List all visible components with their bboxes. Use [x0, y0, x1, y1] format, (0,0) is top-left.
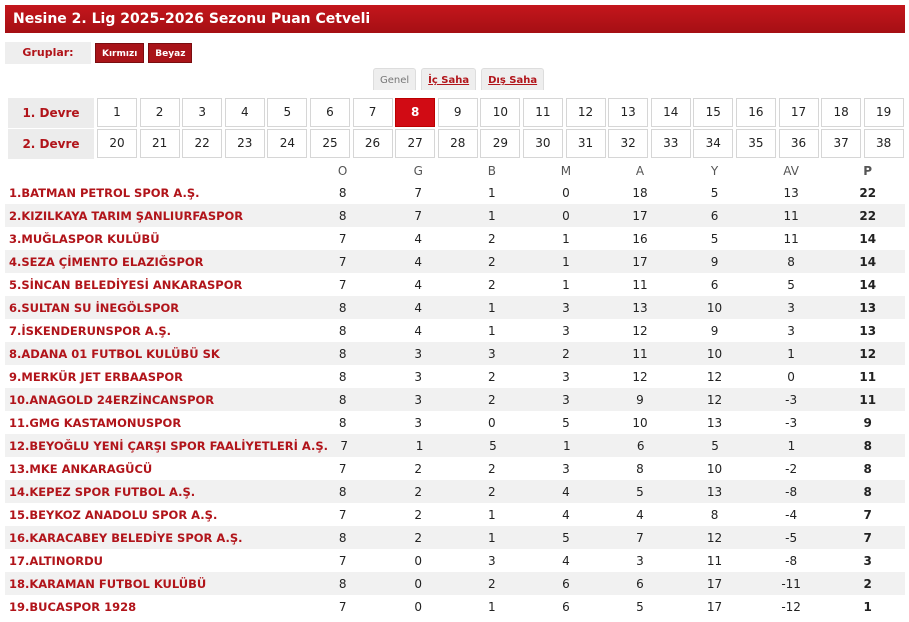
- round-35-button[interactable]: 35: [736, 129, 776, 158]
- stat-m: 5: [562, 415, 570, 430]
- stat-m: 3: [562, 461, 570, 476]
- round-10-button[interactable]: 10: [480, 98, 520, 127]
- stat-y: 8: [710, 507, 719, 522]
- stat-y: 6: [710, 208, 719, 223]
- stat-b: 2: [487, 369, 496, 384]
- round-11-button[interactable]: 11: [523, 98, 563, 127]
- stat-m: 6: [562, 576, 570, 591]
- stat-a: 7: [636, 530, 644, 545]
- stat-g: 0: [414, 599, 423, 614]
- table-row: [5, 204, 905, 227]
- stat-p: 7: [863, 507, 872, 522]
- stat-b: 3: [487, 553, 496, 568]
- stat-av: -12: [781, 599, 801, 614]
- team-name-link[interactable]: 14.KEPEZ SPOR FUTBOL A.Ş.: [9, 484, 196, 499]
- stat-g: 3: [414, 415, 423, 430]
- column-header-a: A: [635, 163, 645, 178]
- stat-p: 12: [859, 346, 877, 361]
- stat-b: 1: [487, 300, 496, 315]
- stat-y: 6: [710, 277, 719, 292]
- round-17-button[interactable]: 17: [779, 98, 819, 127]
- table-row: [5, 457, 905, 480]
- table-row: [5, 503, 905, 526]
- stat-p: 14: [859, 254, 877, 269]
- stat-a: 6: [636, 576, 644, 591]
- stat-m: 1: [562, 231, 570, 246]
- stat-g: 3: [414, 369, 423, 384]
- stat-o: 8: [338, 185, 347, 200]
- group-button-beyaz[interactable]: Beyaz: [148, 43, 192, 63]
- stat-a: 12: [632, 323, 648, 338]
- round-31-button[interactable]: 31: [566, 129, 606, 158]
- stat-y: 12: [706, 530, 723, 545]
- team-name-link[interactable]: 18.KARAMAN FUTBOL KULÜBÜ: [9, 576, 207, 591]
- team-name-link[interactable]: 6.SULTAN SU İNEGÖLSPOR: [9, 300, 180, 315]
- stat-a: 8: [636, 461, 644, 476]
- stat-p: 3: [863, 553, 872, 568]
- stat-o: 8: [338, 346, 347, 361]
- stat-y: 9: [710, 323, 719, 338]
- stat-a: 17: [632, 208, 648, 223]
- stat-g: 7: [414, 185, 423, 200]
- stat-y: 17: [706, 599, 723, 614]
- stat-p: 8: [863, 461, 872, 476]
- round-24-button[interactable]: 24: [267, 129, 307, 158]
- stat-b: 2: [487, 461, 496, 476]
- round-20-button[interactable]: 20: [97, 129, 137, 158]
- stat-y: 5: [711, 438, 719, 453]
- round-13-button[interactable]: 13: [608, 98, 648, 127]
- stat-o: 7: [338, 599, 347, 614]
- team-name-link[interactable]: 19.BUCASPOR 1928: [9, 599, 137, 614]
- stat-y: 9: [710, 254, 719, 269]
- table-row: [5, 411, 905, 434]
- stat-g: 2: [414, 484, 423, 499]
- table-row: [5, 526, 905, 549]
- group-button-kirmizi[interactable]: Kırmızı: [95, 43, 144, 63]
- team-name-link[interactable]: 4.SEZA ÇİMENTO ELAZIĞSPOR: [9, 254, 204, 269]
- stat-y: 13: [706, 415, 723, 430]
- table-row: [5, 227, 905, 250]
- stat-m: 6: [562, 599, 570, 614]
- team-name-link[interactable]: 8.ADANA 01 FUTBOL KULÜBÜ SK: [9, 346, 220, 361]
- round-32-button[interactable]: 32: [608, 129, 648, 158]
- stat-m: 1: [562, 277, 570, 292]
- stat-a: 5: [636, 484, 644, 499]
- venue-tabs: [373, 68, 549, 90]
- round-34-button[interactable]: 34: [693, 129, 733, 158]
- stat-a: 17: [632, 254, 648, 269]
- round-29-button[interactable]: 29: [480, 129, 520, 158]
- first-half-rounds: [8, 98, 906, 128]
- stat-m: 1: [562, 254, 570, 269]
- stat-y: 10: [706, 346, 723, 361]
- stat-o: 8: [338, 323, 347, 338]
- round-25-button[interactable]: 25: [310, 129, 350, 158]
- stat-b: 1: [487, 185, 496, 200]
- stat-o: 8: [338, 484, 347, 499]
- stat-av: -8: [785, 553, 798, 568]
- column-header-y: Y: [710, 163, 719, 178]
- stat-p: 7: [863, 530, 872, 545]
- round-8-button[interactable]: 8: [395, 98, 435, 127]
- stat-g: 3: [414, 346, 423, 361]
- stat-av: 11: [783, 208, 799, 223]
- table-row: [5, 296, 905, 319]
- stat-g: 2: [414, 507, 423, 522]
- stat-av: 3: [787, 300, 795, 315]
- team-name-link[interactable]: 2.KIZILKAYA TARIM ŞANLIURFASPOR: [9, 208, 244, 223]
- stat-b: 2: [487, 231, 496, 246]
- stat-b: 1: [487, 323, 496, 338]
- stat-p: 22: [859, 185, 877, 200]
- stat-av: 0: [787, 369, 795, 384]
- stat-m: 1: [562, 438, 571, 453]
- stat-a: 10: [632, 415, 648, 430]
- stat-p: 8: [863, 484, 872, 499]
- table-row: [5, 319, 905, 342]
- stat-g: 2: [414, 530, 423, 545]
- stat-av: -8: [785, 484, 798, 499]
- stat-av: 1: [787, 346, 795, 361]
- round-7-button[interactable]: 7: [353, 98, 393, 127]
- round-22-button[interactable]: 22: [182, 129, 222, 158]
- team-name-link[interactable]: 10.ANAGOLD 24ERZİNCANSPOR: [9, 392, 215, 407]
- second-half-label: 2. Devre: [8, 129, 94, 159]
- stat-p: 13: [859, 323, 877, 338]
- round-18-button[interactable]: 18: [821, 98, 861, 127]
- standings-table: [5, 160, 905, 618]
- stat-p: 9: [863, 415, 872, 430]
- round-4-button[interactable]: 4: [225, 98, 265, 127]
- table-row: [5, 480, 905, 503]
- stat-o: 8: [338, 415, 347, 430]
- round-23-button[interactable]: 23: [225, 129, 265, 158]
- table-row: [5, 595, 905, 618]
- column-header-b: B: [487, 163, 496, 178]
- team-name-link[interactable]: 17.ALTINORDU: [9, 553, 103, 568]
- stat-g: 0: [414, 576, 423, 591]
- stat-o: 8: [338, 300, 347, 315]
- stat-o: 7: [338, 461, 347, 476]
- round-21-button[interactable]: 21: [140, 129, 180, 158]
- table-row: [5, 388, 905, 411]
- column-header-o: O: [337, 163, 348, 178]
- stat-av: -3: [785, 415, 798, 430]
- round-33-button[interactable]: 33: [651, 129, 691, 158]
- stat-g: 4: [414, 323, 423, 338]
- stat-o: 7: [338, 277, 347, 292]
- table-row: [5, 434, 905, 457]
- stat-p: 2: [863, 576, 872, 591]
- stat-g: 4: [414, 277, 423, 292]
- groups-label: Gruplar:: [5, 42, 91, 64]
- stat-av: 1: [787, 438, 796, 453]
- stat-o: 8: [338, 208, 347, 223]
- stat-b: 1: [487, 208, 496, 223]
- stat-av: 11: [783, 231, 799, 246]
- stat-a: 11: [632, 346, 648, 361]
- stat-y: 5: [710, 185, 719, 200]
- stat-b: 2: [487, 484, 496, 499]
- second-half-rounds: [8, 129, 906, 159]
- stat-o: 8: [338, 392, 347, 407]
- tab-ic-saha[interactable]: İç Saha: [421, 68, 476, 90]
- column-header-p: P: [863, 163, 873, 178]
- stat-a: 6: [636, 438, 645, 453]
- round-9-button[interactable]: 9: [438, 98, 478, 127]
- stat-o: 8: [338, 369, 347, 384]
- round-37-button[interactable]: 37: [821, 129, 861, 158]
- stat-m: 4: [562, 484, 570, 499]
- page-title: Nesine 2. Lig 2025-2026 Sezonu Puan Cetveli: [5, 5, 905, 33]
- stat-av: -11: [781, 576, 801, 591]
- stat-p: 14: [859, 231, 877, 246]
- table-row: [5, 365, 905, 388]
- team-name-link[interactable]: 12.BEYOĞLU YENİ ÇARŞI SPOR FAALİYETLERİ A.Ş.: [9, 438, 329, 453]
- stat-b: 1: [487, 530, 496, 545]
- stat-g: 4: [414, 254, 423, 269]
- stat-av: 3: [787, 323, 795, 338]
- tab-genel[interactable]: Genel: [373, 68, 416, 90]
- stat-m: 5: [562, 530, 570, 545]
- team-name-link[interactable]: 1.BATMAN PETROL SPOR A.Ş.: [9, 185, 200, 200]
- column-header-av: AV: [783, 163, 799, 178]
- team-name-link[interactable]: 16.KARACABEY BELEDİYE SPOR A.Ş.: [9, 530, 243, 545]
- stat-a: 5: [636, 599, 644, 614]
- round-38-button[interactable]: 38: [864, 129, 904, 158]
- stat-p: 11: [859, 392, 877, 407]
- table-row: [5, 549, 905, 572]
- stat-b: 0: [487, 415, 496, 430]
- team-name-link[interactable]: 13.MKE ANKARAGÜCÜ: [9, 461, 153, 476]
- stat-p: 11: [859, 369, 877, 384]
- stat-av: 5: [787, 277, 795, 292]
- stat-p: 13: [859, 300, 877, 315]
- stat-m: 3: [562, 369, 570, 384]
- stat-b: 1: [487, 599, 496, 614]
- round-27-button[interactable]: 27: [395, 129, 435, 158]
- stat-g: 4: [414, 231, 423, 246]
- round-14-button[interactable]: 14: [651, 98, 691, 127]
- column-header-m: M: [560, 163, 572, 178]
- stat-m: 4: [562, 507, 570, 522]
- stat-b: 5: [489, 438, 497, 453]
- stat-m: 3: [562, 300, 570, 315]
- round-15-button[interactable]: 15: [693, 98, 733, 127]
- table-row: [5, 572, 905, 595]
- stat-b: 1: [487, 507, 496, 522]
- stat-b: 2: [487, 392, 496, 407]
- stat-a: 13: [632, 300, 648, 315]
- stat-y: 12: [706, 369, 723, 384]
- table-row: [5, 250, 905, 273]
- stat-b: 2: [487, 277, 496, 292]
- round-selector: [8, 98, 906, 160]
- stat-g: 1: [415, 438, 424, 453]
- stat-b: 2: [487, 576, 496, 591]
- round-5-button[interactable]: 5: [267, 98, 307, 127]
- stat-y: 12: [706, 392, 723, 407]
- round-36-button[interactable]: 36: [779, 129, 819, 158]
- round-26-button[interactable]: 26: [353, 129, 393, 158]
- stat-a: 11: [632, 277, 648, 292]
- stat-a: 3: [636, 553, 644, 568]
- stat-o: 8: [338, 530, 347, 545]
- stat-o: 7: [338, 231, 347, 246]
- stat-a: 4: [636, 507, 644, 522]
- table-row: [5, 342, 905, 365]
- round-6-button[interactable]: 6: [310, 98, 350, 127]
- round-2-button[interactable]: 2: [140, 98, 180, 127]
- stat-m: 3: [562, 323, 570, 338]
- stat-a: 18: [632, 185, 648, 200]
- stat-g: 0: [414, 553, 423, 568]
- stat-g: 2: [414, 461, 423, 476]
- stat-p: 22: [859, 208, 877, 223]
- stat-av: -3: [785, 392, 798, 407]
- tab-dis-saha[interactable]: Dış Saha: [481, 68, 544, 90]
- stat-g: 4: [414, 300, 423, 315]
- first-half-label: 1. Devre: [8, 98, 94, 128]
- team-name-link[interactable]: 5.SİNCAN BELEDİYESİ ANKARASPOR: [9, 277, 243, 292]
- groups-bar: [5, 42, 192, 64]
- stat-p: 14: [859, 277, 877, 292]
- column-header-g: G: [413, 163, 423, 178]
- stat-p: 1: [863, 599, 872, 614]
- stat-y: 5: [710, 231, 719, 246]
- stat-m: 3: [562, 392, 570, 407]
- table-header: [5, 160, 905, 181]
- stat-o: 7: [338, 553, 347, 568]
- stat-o: 7: [340, 438, 348, 453]
- stat-o: 7: [338, 507, 347, 522]
- round-28-button[interactable]: 28: [438, 129, 478, 158]
- round-19-button[interactable]: 19: [864, 98, 904, 127]
- stat-b: 2: [487, 254, 496, 269]
- stat-g: 3: [414, 392, 423, 407]
- stat-o: 8: [338, 576, 347, 591]
- round-1-button[interactable]: 1: [97, 98, 137, 127]
- table-row: [5, 273, 905, 296]
- stat-g: 7: [414, 208, 423, 223]
- stat-o: 7: [338, 254, 347, 269]
- stat-av: 8: [787, 254, 795, 269]
- team-name-link[interactable]: 11.GMG KASTAMONUSPOR: [9, 415, 182, 430]
- team-name-link[interactable]: 7.İSKENDERUNSPOR A.Ş.: [9, 323, 172, 338]
- stat-av: -5: [785, 530, 798, 545]
- round-30-button[interactable]: 30: [523, 129, 563, 158]
- stat-y: 17: [706, 576, 723, 591]
- stat-b: 3: [487, 346, 496, 361]
- stat-m: 2: [562, 346, 570, 361]
- stat-av: -4: [785, 507, 798, 522]
- stat-av: -2: [785, 461, 798, 476]
- stat-y: 13: [706, 484, 723, 499]
- stat-y: 10: [706, 300, 723, 315]
- stat-m: 0: [562, 185, 570, 200]
- stat-m: 4: [562, 553, 570, 568]
- stat-a: 9: [636, 392, 644, 407]
- team-name-link[interactable]: 3.MUĞLASPOR KULÜBÜ: [9, 231, 160, 246]
- round-3-button[interactable]: 3: [182, 98, 222, 127]
- round-16-button[interactable]: 16: [736, 98, 776, 127]
- team-name-link[interactable]: 15.BEYKOZ ANADOLU SPOR A.Ş.: [9, 507, 218, 522]
- stat-y: 10: [706, 461, 723, 476]
- round-12-button[interactable]: 12: [566, 98, 606, 127]
- stat-p: 8: [863, 438, 872, 453]
- table-row: [5, 181, 905, 204]
- stat-a: 12: [632, 369, 648, 384]
- team-name-link[interactable]: 9.MERKÜR JET ERBAASPOR: [9, 369, 184, 384]
- stat-av: 13: [783, 185, 799, 200]
- stat-m: 0: [562, 208, 570, 223]
- stat-y: 11: [706, 553, 723, 568]
- stat-a: 16: [632, 231, 648, 246]
